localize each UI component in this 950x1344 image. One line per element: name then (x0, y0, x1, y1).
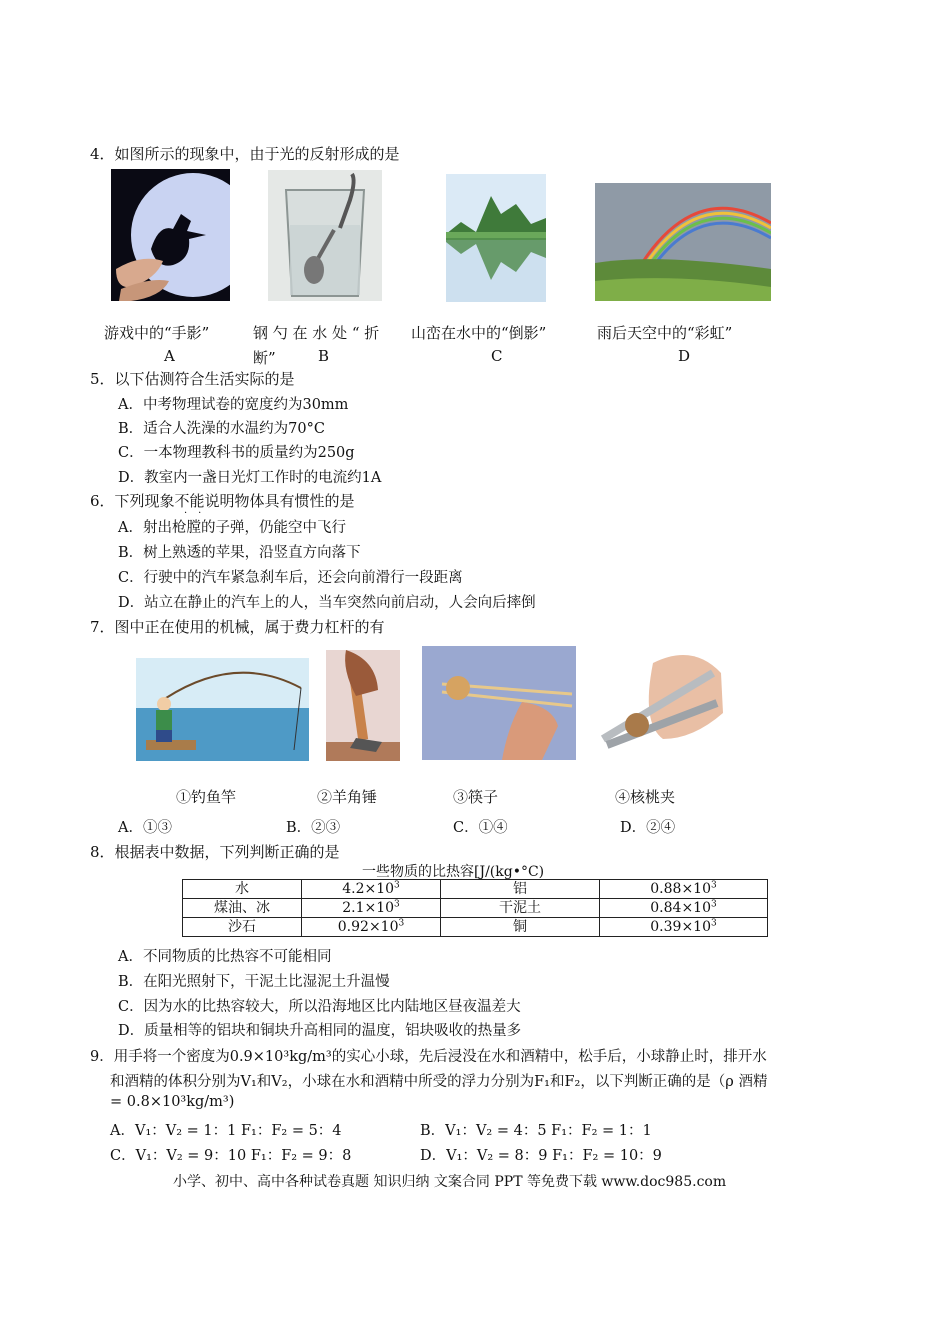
q7-caption-1: ①钓鱼竿 (176, 788, 237, 806)
table-cell: 煤油、冰 (183, 899, 302, 918)
q4-caption-a: 游戏中的“手影” (104, 324, 210, 342)
q6-option-c: C．行驶中的汽车紧急刹车后，还会向前滑行一段距离 (118, 570, 463, 586)
q7-stem: 7．图中正在使用的机械，属于费力杠杆的有 (90, 618, 385, 636)
q4-letter-a: A (164, 347, 175, 365)
q9-line-2: 和酒精的体积分别为V₁和V₂，小球在水和酒精中所受的浮力分别为F₁和F₂，以下判断正确的是（ρ 酒精 (110, 1074, 768, 1090)
q5-option-a: A．中考物理试卷的宽度约为30mm (118, 397, 349, 413)
q7-option-d: D．②④ (620, 820, 676, 836)
table-cell: $0.92\times 10^3$ (302, 918, 441, 937)
q6-stem: 6．下列现象不能说明物体具有惯性的是 (90, 492, 355, 510)
q7-option-c: C．①④ (453, 820, 508, 836)
table-cell: $0.39\times 10^3$ (600, 918, 768, 937)
q5-option-b: B．适合人洗澡的水温约为70°C (118, 421, 325, 437)
hand-shadow-image (111, 169, 230, 301)
q7-caption-4: ④核桃夹 (615, 788, 676, 806)
q6-option-b: B．树上熟透的苹果，沿竖直方向落下 (118, 545, 361, 561)
q9-option-d: D．V₁：V₂ = 8：9 F₁：F₂ = 10：9 (420, 1148, 662, 1164)
table-cell: $0.88\times 10^3$ (600, 880, 768, 899)
q9-option-a: A．V₁：V₂ = 1：1 F₁：F₂ = 5：4 (110, 1123, 342, 1139)
q7-caption-2: ②羊角锤 (317, 788, 378, 806)
q4-caption-b: 钢 勺 在 水 处 “ 折 (253, 324, 380, 342)
q5-option-d: D．教室内一盏日光灯工作时的电流约1A (118, 470, 382, 486)
table-cell: 铜 (441, 918, 600, 937)
q4-stem: 4．如图所示的现象中，由于光的反射形成的是 (90, 145, 400, 163)
q4-letter-d: D (678, 347, 691, 365)
q7-caption-3: ③筷子 (453, 788, 499, 806)
q8-option-c: C．因为水的比热容较大，所以沿海地区比内陆地区昼夜温差大 (118, 999, 521, 1015)
q8-option-b: B．在阳光照射下，干泥土比湿泥土升温慢 (118, 974, 390, 990)
table-row (183, 918, 768, 937)
q8-option-a: A．不同物质的比热容不可能相同 (118, 949, 332, 965)
chopsticks-image (422, 646, 576, 760)
table-row (183, 899, 768, 918)
q7-option-a: A．①③ (118, 820, 172, 836)
q5-stem: 5．以下估测符合生活实际的是 (90, 370, 295, 388)
claw-hammer-image (326, 650, 400, 761)
q9-line-1: 9．用手将一个密度为0.9×10³kg/m³的实心小球，先后浸没在水和酒精中，松手后，小球静止时，排开水 (90, 1049, 767, 1065)
table-cell: 沙石 (183, 918, 302, 937)
mountain-reflection-image (446, 174, 546, 302)
q7-option-b: B．②③ (286, 820, 341, 836)
q8-option-d: D．质量相等的铝块和铜块升高相同的温度，铝块吸收的热量多 (118, 1023, 522, 1039)
table-cell: 铝 (441, 880, 600, 899)
q6-option-d: D．站立在静止的汽车上的人，当车突然向前启动，人会向后摔倒 (118, 595, 536, 611)
q4-caption-d: 雨后天空中的“彩虹” (597, 324, 733, 342)
table-cell: 水 (183, 880, 302, 899)
q9-option-c: C．V₁：V₂ = 9：10 F₁：F₂ = 9：8 (110, 1148, 352, 1164)
table-cell: $2.1\times 10^3$ (302, 899, 441, 918)
table-cell: $4.2\times 10^3$ (302, 880, 441, 899)
emphasis-dots: ·· (184, 508, 213, 519)
q4-caption-c: 山峦在水中的“倒影” (411, 324, 547, 342)
fishing-rod-image (136, 658, 309, 761)
q4-caption-b-cont: 断” (253, 349, 276, 367)
specific-heat-table (182, 879, 768, 937)
table-cell: $0.84\times 10^3$ (600, 899, 768, 918)
table-row (183, 880, 768, 899)
q9-option-b: B．V₁：V₂ = 4：5 F₁：F₂ = 1：1 (420, 1123, 652, 1139)
page-footer: 小学、初中、高中各种试卷真题 知识归纳 文案合同 PPT 等免费下载 www.doc985.com (173, 1174, 727, 1190)
table-cell: 干泥土 (441, 899, 600, 918)
q6-option-a: A．射出枪膛的子弹，仍能空中飞行 (118, 520, 346, 536)
q4-letter-c: C (491, 347, 503, 365)
table-title: 一些物质的比热容[J/(kg•°C) (362, 864, 545, 880)
q8-stem: 8．根据表中数据，下列判断正确的是 (90, 843, 340, 861)
q4-letter-b: B (318, 347, 330, 365)
spoon-in-water-image (268, 170, 382, 301)
q9-line-3: = 0.8×10³kg/m³) (110, 1094, 235, 1110)
rainbow-image (595, 183, 771, 301)
q5-option-c: C．一本物理教科书的质量约为250g (118, 445, 355, 461)
nutcracker-image (593, 643, 728, 757)
